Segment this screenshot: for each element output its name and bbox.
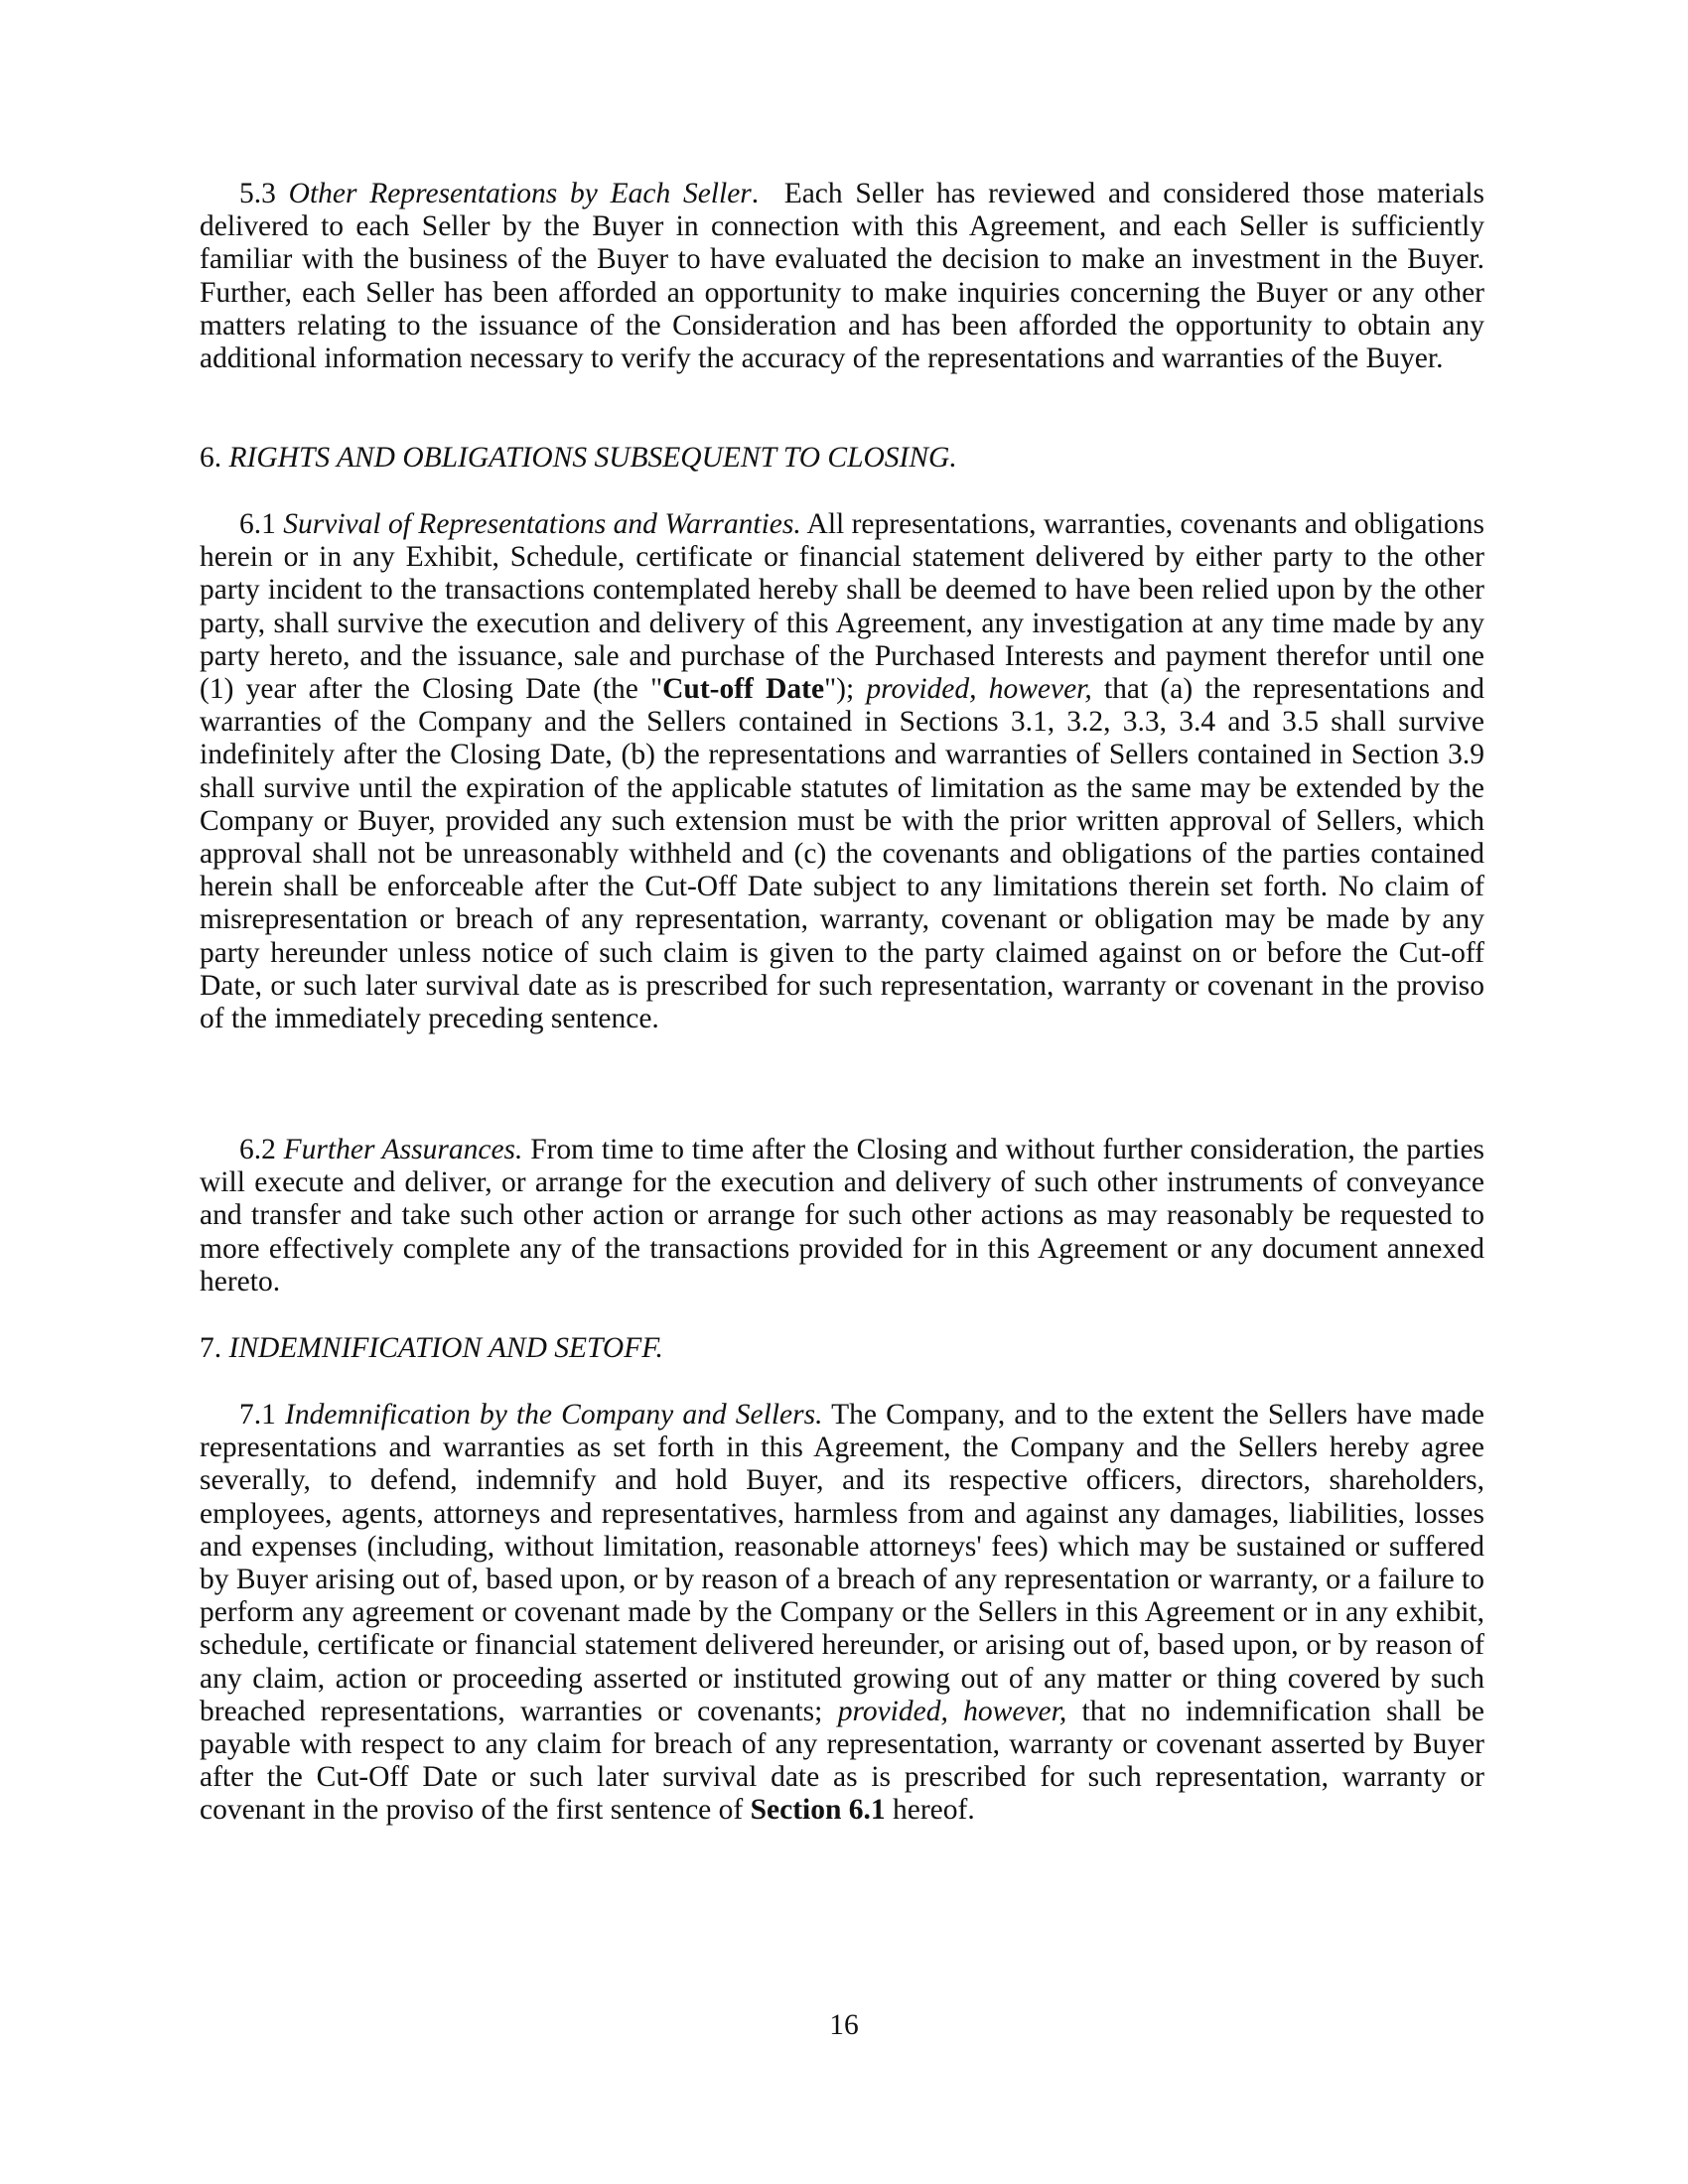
section-7-1-paragraph — [200, 1399, 1484, 1828]
heading-number: 7. — [200, 1332, 222, 1364]
section-body: Each Seller has reviewed and considered those materials delivered to each Seller by the Buyer in connection with this Agreement, and each Seller is sufficiently familiar with the business of the Buyer to have evaluated the decision to make an investment in the Buyer. Further, each Seller has been afforded an opportunity to make inquiries concerning the Buyer or any other matters relating to the issuance of the Consideration and has been afforded the opportunity to obtain any additional information necessary to verify the accuracy of the representations and warranties of the Buyer. — [200, 178, 1484, 375]
section-body: The Company, and to the extent the Sellers have made representations and warranties as set forth in this Agreement, the Company and the Sellers hereby agree severally, to defend, indemnify and hold Buyer, and its respective officers, directors, shareholders, employees, agents, attorneys and representatives, harmless from and against any damages, liabilities, losses and expenses (including, without limitation, reasonable attorneys' fees) which may be sustained or suffered by Buyer arising out of, based upon, or by reason of a breach of any representation or warranty, or a failure to perform any agreement or covenant made by the Company or the Sellers in this Agreement or in any exhibit, schedule, certificate or financial statement delivered hereunder, or arising out of, based upon, or by reason of any claim, action or proceeding asserted or instituted growing out of any matter or thing covered by such breached representations, warranties or covenants; — [200, 1399, 1485, 1727]
section-number: 6.2 — [239, 1134, 276, 1165]
section-title: Indemnification by the Company and Sellers. — [285, 1399, 823, 1431]
section-title: Other Representations by Each Seller — [288, 178, 752, 209]
section-6-1-paragraph — [200, 508, 1484, 1035]
section-body-cont: that no indemnification shall be payable with respect to any claim for breach of any representation, warranty or covenant asserted by Buyer after the Cut-Off Date or such later survival date as is prescribed for such representation, warranty or covenant in the proviso of the first sentence of — [200, 1695, 1484, 1827]
heading-title: RIGHTS AND OBLIGATIONS SUBSEQUENT TO CLOSING. — [228, 442, 957, 474]
defined-term: Cut-off Date — [662, 673, 825, 706]
section-title: Further Assurances. — [283, 1134, 523, 1165]
section-6-heading — [200, 442, 1484, 475]
section-body: All representations, warranties, covenants and obligations herein or in any Exhibit, Schedule, certificate or financial statement delivered by either party to the other party incident to the transactions contemplated hereby shall be deemed to have been relied upon by the other party, shall survive the execution and delivery of this Agreement, any investigation at any time made by any party hereto, and the issuance, sale and purchase of the Purchased Interests and payment therefor until one (1) year after the Closing Date (the " — [200, 508, 1484, 706]
section-number: 7.1 — [239, 1399, 276, 1431]
section-body-cont: hereof. — [885, 1794, 975, 1827]
section-title-punct: . — [751, 178, 760, 209]
section-body: From time to time after the Closing and without further consideration, the parties will execute and deliver, or arrange for the execution and delivery of such other instruments of conveyance and transfer and take such other action or arrange for such other actions as may reasonably be requested to more effectively complete any of the transactions provided for in this Agreement or any document annexed hereto. — [200, 1134, 1485, 1297]
section-6-2-paragraph — [200, 1134, 1484, 1298]
section-number: 5.3 — [239, 178, 276, 209]
heading-number: 6. — [200, 442, 222, 474]
heading-title: INDEMNIFICATION AND SETOFF. — [228, 1332, 663, 1364]
section-body-cont: that (a) the representations and warranties of the Company and the Sellers contained in Sections 3.1, 3.2, 3.3, 3.4 and 3.5 shall survive indefinitely after the Closing Date, (b) the representations and warranties of Sellers contained in Section 3.9 shall survive until the expiration of the applicable statutes of limitation as the same may be extended by the Company or Buyer, provided any such extension must be with the prior written approval of Sellers, which approval shall not be unreasonably withheld and (c) the covenants and obligations of the parties contained herein shall be enforceable after the Cut-Off Date subject to any limitations therein set forth. No claim of misrepresentation or breach of any representation, warranty, covenant or obligation may be made by any party hereunder unless notice of such claim is given to the party claimed against on or before the Cut-off Date, or such later survival date as is prescribed for such representation, warranty or covenant in the proviso of the immediately preceding sentence. — [200, 673, 1485, 1035]
section-body-cont: "); — [824, 673, 867, 706]
section-7-heading — [200, 1332, 1484, 1365]
proviso-text: provided, however, — [837, 1695, 1067, 1727]
cross-reference: Section 6.1 — [750, 1794, 886, 1827]
section-title: Survival of Representations and Warranties. — [283, 508, 801, 540]
page-number: 16 — [829, 2009, 859, 2041]
proviso-text: provided, however, — [866, 673, 1092, 706]
section-5-3-paragraph — [200, 178, 1484, 375]
section-number: 6.1 — [239, 508, 276, 540]
